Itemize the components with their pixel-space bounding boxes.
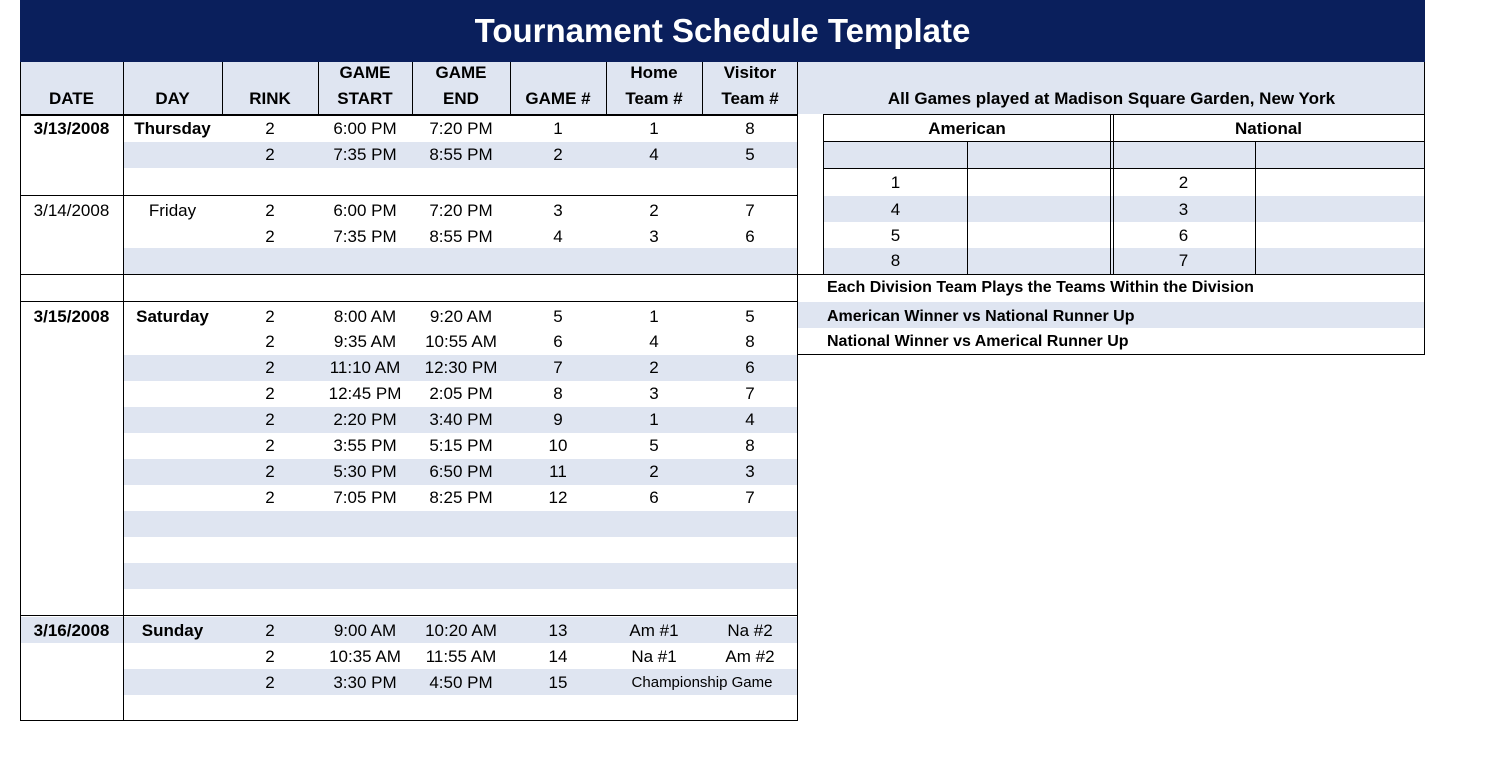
row-band	[123, 511, 797, 537]
grid-line	[1255, 141, 1256, 274]
grid-line	[318, 62, 319, 114]
game-home-cell: Na #1	[631, 647, 677, 666]
game-num-cell: 5	[553, 307, 563, 326]
game-visitor-cell: 7	[745, 488, 755, 507]
game-end-cell: 10:20 AM	[425, 621, 497, 640]
game-end-cell: 8:55 PM	[429, 145, 493, 164]
game-end-cell: 7:20 PM	[429, 119, 493, 138]
game-num-cell: 11	[549, 462, 567, 481]
game-visitor-cell: 7	[745, 384, 755, 403]
game-home-cell: 3	[649, 384, 659, 403]
date-cell: 3/15/2008	[33, 307, 110, 326]
game-visitor-cell: 8	[745, 332, 755, 351]
game-rink-cell: 2	[265, 673, 275, 692]
grid-line	[798, 354, 1425, 355]
date-cell: 3/16/2008	[33, 621, 110, 640]
grid-line	[797, 62, 798, 721]
american-team: 4	[890, 200, 901, 219]
game-rink-cell: 2	[265, 358, 275, 377]
grid-line	[702, 62, 703, 114]
game-end-cell: 6:50 PM	[429, 462, 493, 481]
game-end-cell: 2:05 PM	[429, 384, 493, 403]
grid-line	[123, 62, 124, 721]
game-visitor-cell: 8	[745, 119, 755, 138]
header-game-end: GAME END	[435, 63, 487, 108]
game-rink-cell: 2	[265, 307, 275, 326]
game-start-cell: 10:35 AM	[329, 647, 401, 666]
national-team: 7	[1178, 251, 1189, 270]
national-team: 3	[1178, 200, 1189, 219]
grid-line	[823, 114, 1425, 115]
grid-line	[20, 62, 21, 721]
grid-line	[606, 62, 607, 114]
game-num-cell: 13	[548, 621, 568, 640]
game-start-cell: 7:05 PM	[333, 488, 397, 507]
grid-line	[20, 720, 798, 721]
grid-line	[1110, 114, 1111, 274]
game-end-cell: 7:20 PM	[429, 201, 493, 220]
header-date: DATE	[48, 89, 94, 108]
game-home-cell: Am #1	[629, 621, 679, 640]
game-start-cell: 3:30 PM	[333, 673, 397, 692]
grid-line	[967, 141, 968, 274]
game-rink-cell: 2	[265, 332, 275, 351]
game-end-cell: 8:55 PM	[429, 227, 493, 246]
national-team: 6	[1178, 226, 1189, 245]
game-num-cell: 12	[548, 488, 568, 507]
grid-line	[20, 114, 797, 116]
game-end-cell: 8:25 PM	[429, 488, 493, 507]
national-division-heading: National	[1234, 119, 1303, 138]
game-visitor-cell: 5	[745, 145, 755, 164]
header-rink: RINK	[249, 89, 291, 108]
game-num-cell: 4	[553, 227, 563, 246]
game-num-cell: 6	[553, 332, 563, 351]
championship-game-cell: Championship Game	[631, 674, 773, 691]
game-num-cell: 9	[553, 410, 563, 429]
game-num-cell: 10	[548, 436, 568, 455]
grid-line	[20, 274, 797, 275]
game-start-cell: 7:35 PM	[333, 145, 397, 164]
game-end-cell: 10:55 AM	[425, 332, 497, 351]
game-rink-cell: 2	[265, 410, 275, 429]
game-end-cell: 4:50 PM	[429, 673, 493, 692]
day-cell: Sunday	[141, 621, 204, 640]
game-home-cell: 4	[649, 145, 659, 164]
note-line: American Winner vs National Runner Up	[827, 308, 1135, 325]
game-start-cell: 6:00 PM	[333, 201, 397, 220]
grid-line	[20, 301, 797, 302]
game-start-cell: 7:35 PM	[333, 227, 397, 246]
grid-line	[510, 62, 511, 114]
game-start-cell: 8:00 AM	[333, 307, 397, 326]
game-rink-cell: 2	[265, 436, 275, 455]
date-cell: 3/13/2008	[33, 119, 110, 138]
header-game-number: GAME #	[525, 89, 591, 108]
game-home-cell: 6	[649, 488, 659, 507]
game-start-cell: 9:00 AM	[333, 621, 397, 640]
game-num-cell: 15	[548, 673, 568, 692]
american-team: 8	[890, 251, 901, 270]
game-home-cell: 1	[649, 307, 659, 326]
game-visitor-cell: 6	[745, 227, 755, 246]
grid-line	[823, 141, 1425, 142]
row-band	[123, 563, 797, 589]
game-visitor-cell: Am #2	[725, 647, 775, 666]
grid-line	[412, 62, 413, 114]
game-num-cell: 3	[553, 201, 563, 220]
note-line: National Winner vs Americal Runner Up	[827, 333, 1129, 350]
game-num-cell: 7	[553, 358, 563, 377]
game-start-cell: 5:30 PM	[333, 462, 397, 481]
game-rink-cell: 2	[265, 462, 275, 481]
game-start-cell: 3:55 PM	[333, 436, 397, 455]
game-num-cell: 1	[553, 119, 563, 138]
row-band	[123, 248, 797, 274]
game-visitor-cell: 7	[745, 201, 755, 220]
division-band	[823, 142, 1425, 168]
game-rink-cell: 2	[265, 647, 275, 666]
game-rink-cell: 2	[265, 145, 275, 164]
game-start-cell: 2:20 PM	[333, 410, 397, 429]
game-start-cell: 6:00 PM	[333, 119, 397, 138]
game-start-cell: 11:10 AM	[329, 358, 401, 377]
grid-line	[222, 62, 223, 114]
game-rink-cell: 2	[265, 201, 275, 220]
game-rink-cell: 2	[265, 119, 275, 138]
game-start-cell: 9:35 AM	[333, 332, 397, 351]
header-visitor-team: Visitor Team #	[721, 63, 779, 108]
game-home-cell: 5	[649, 436, 659, 455]
game-home-cell: 1	[649, 410, 659, 429]
game-end-cell: 9:20 AM	[429, 307, 493, 326]
note-line: Each Division Team Plays the Teams Within the Division	[827, 279, 1254, 296]
game-visitor-cell: 4	[745, 410, 755, 429]
header-venue: All Games played at Madison Square Garden, New York	[887, 89, 1336, 108]
game-visitor-cell: 5	[745, 307, 755, 326]
game-num-cell: 2	[553, 145, 563, 164]
game-visitor-cell: 6	[745, 358, 755, 377]
grid-line	[823, 114, 824, 274]
day-cell: Friday	[148, 201, 197, 220]
game-rink-cell: 2	[265, 227, 275, 246]
game-visitor-cell: Na #2	[727, 621, 773, 640]
american-team: 1	[890, 173, 901, 192]
game-rink-cell: 2	[265, 621, 275, 640]
grid-line	[823, 168, 1425, 169]
game-visitor-cell: 3	[745, 462, 755, 481]
header-game-start: GAME START	[337, 63, 393, 108]
date-cell: 3/14/2008	[33, 201, 110, 220]
day-cell: Thursday	[134, 119, 211, 138]
grid-line	[20, 615, 797, 616]
game-home-cell: 2	[649, 462, 659, 481]
game-visitor-cell: 8	[745, 436, 755, 455]
game-end-cell: 3:40 PM	[429, 410, 493, 429]
game-home-cell: 4	[649, 332, 659, 351]
game-num-cell: 8	[553, 384, 563, 403]
game-end-cell: 11:55 AM	[425, 647, 497, 666]
game-home-cell: 2	[649, 201, 659, 220]
grid-line	[1424, 62, 1425, 355]
game-home-cell: 1	[649, 119, 659, 138]
national-team: 2	[1178, 173, 1189, 192]
game-end-cell: 5:15 PM	[429, 436, 493, 455]
game-num-cell: 14	[548, 647, 568, 666]
game-end-cell: 12:30 PM	[424, 358, 498, 377]
game-rink-cell: 2	[265, 384, 275, 403]
grid-line	[20, 195, 797, 196]
game-home-cell: 3	[649, 227, 659, 246]
grid-line	[798, 274, 1425, 275]
game-rink-cell: 2	[265, 488, 275, 507]
grid-line	[1113, 114, 1114, 274]
american-division-heading: American	[928, 119, 1006, 138]
day-cell: Saturday	[136, 307, 209, 326]
game-start-cell: 12:45 PM	[328, 384, 402, 403]
american-team: 5	[890, 226, 901, 245]
header-day: DAY	[155, 89, 190, 108]
header-home-team: Home Team #	[625, 63, 683, 108]
page-title: Tournament Schedule Template	[20, 0, 1425, 62]
game-home-cell: 2	[649, 358, 659, 377]
